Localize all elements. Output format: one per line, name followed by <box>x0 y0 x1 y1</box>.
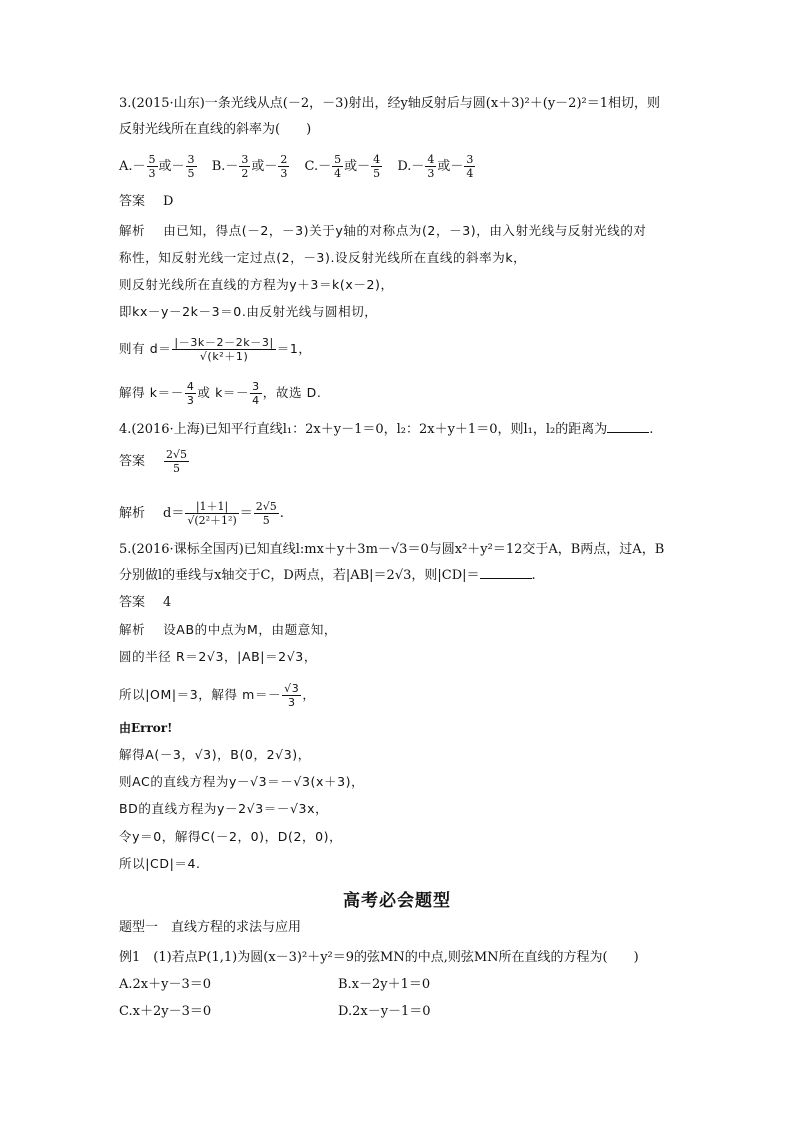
q3-stem-line1: 3.(2015·山东)一条光线从点(－2，－3)射出，经y轴反射后与圆(x＋3)²＋(y－2)²＝1相切，则 <box>119 96 660 111</box>
q5-analysis-line9: 所以|CD|＝4. <box>119 856 201 871</box>
example-1-option-b: B.x－2y＋1＝0 <box>338 977 431 992</box>
example-1-option-c: C.x＋2y－3＝0 <box>119 1004 212 1019</box>
fraction: $\frac{√3}{3}$ <box>284 682 300 709</box>
q5-analysis-line3: 所以|OM|＝3，解得 m＝－ $\frac{√3}{3}$ ， <box>119 682 316 709</box>
q4-answer <box>119 448 190 475</box>
answer-value: D <box>163 194 174 209</box>
fraction: $\frac{3}{4}$ <box>466 153 474 180</box>
q5-analysis-line7: BD的直线方程为y－2√3＝－√3x， <box>119 801 329 816</box>
q3-analysis-line2: 称性，知反射光线一定过点(2，－3).设反射光线所在直线的斜率为k， <box>119 250 527 265</box>
example-1-stem: 例1 (1)若点P(1,1)为圆(x－3)²＋y²＝9的弦MN的中点,则弦MN所在直线的方程为( ) <box>119 950 639 965</box>
fraction: $\frac{2√5}{5}$ <box>166 448 188 475</box>
fraction: $\frac{4}{3}$ <box>186 380 195 407</box>
answer-blank <box>607 420 649 433</box>
q3-analysis-line4: 即kx－y－2k－3＝0.由反射光线与圆相切， <box>119 304 378 319</box>
fraction: $\frac{3}{5}$ <box>187 153 195 180</box>
q5-analysis-line4: 由Error! <box>119 721 173 735</box>
fraction: $\frac{3}{4}$ <box>252 380 260 407</box>
q4-stem-line1: 4.(2016·上海)已知平行直线l₁：2x＋y－1＝0，l₂：2x＋y＋1＝0，则l₁，l₂的距离为 . <box>119 422 654 437</box>
q3-analysis-line3: 则反射光线所在直线的方程为y＋3＝k(x－2)， <box>119 277 394 292</box>
question-type-heading: 题型一 直线方程的求法与应用 <box>119 920 302 935</box>
answer-label: 答案 <box>119 194 146 209</box>
q5-stem-line2: 分别做l的垂线与x轴交于C，D两点，若|AB|＝2√3，则|CD|＝ . <box>119 568 536 583</box>
analysis-label: 解析 <box>119 223 146 238</box>
q3-option-c: C.－ $\frac{5}{4}$ 或－ $\frac{4}{5}$ <box>304 153 381 180</box>
fraction: $\frac{2√5}{5}$ <box>255 500 277 527</box>
q3-stem-line2: 反射光线所在直线的斜率为( ) <box>119 122 312 137</box>
q4-analysis: 解析 d＝ $\frac{|1+1|}{\text{√(2²＋1²)}}$ ＝ $\frac{2√5}{5}$ . <box>119 500 284 527</box>
answer-label: 答案 <box>119 454 146 469</box>
fraction: $\frac{4}{3}$ <box>427 153 435 180</box>
analysis-label: 解析 <box>119 622 146 637</box>
fraction: $\frac{3}{2}$ <box>241 153 249 180</box>
q5-analysis-line5: 解得A(－3，√3)，B(0，2√3)， <box>119 747 311 762</box>
example-1-option-a: A.2x＋y－3＝0 <box>119 977 212 992</box>
example-1-option-d: D.2x－y－1＝0 <box>338 1004 431 1019</box>
answer-label: 答案 <box>119 595 146 610</box>
q3-analysis-line6: 解得 k＝－ $\frac{4}{3}$ 或 k＝－ $\frac{3}{4}$ ，故选 D. <box>119 380 322 407</box>
q5-analysis-line6: 则AC的直线方程为y－√3＝－√3(x＋3)， <box>119 774 365 789</box>
q3-options <box>119 153 476 180</box>
q5-analysis-line1: 解析 设AB的中点为M，由题意知， <box>119 622 338 637</box>
answer-blank <box>480 566 532 579</box>
analysis-label: 解析 <box>119 506 146 521</box>
q3-analysis-line5: 则有 d＝ $\frac{|-3k-2-2k-3|}{\text{√(k²＋1)}}$ ＝1， <box>119 336 312 363</box>
fraction: $\frac{5}{4}$ <box>334 153 342 180</box>
q5-stem-line1: 5.(2016·课标全国丙)已知直线l:mx＋y＋3m－√3＝0与圆x²＋y²＝12交于A，B两点，过A，B <box>119 542 665 557</box>
q3-analysis-line1: 解析 由已知，得点(－2，－3)关于y轴的对称点为(2，－3)，由入射光线与反射光线的对 <box>119 223 647 238</box>
q3-answer <box>119 193 173 211</box>
fraction: $\frac{|-3k-2-2k-3|}{\text{√(k²＋1)}}$ <box>174 336 274 363</box>
fraction: $\frac{2}{3}$ <box>280 153 288 180</box>
q5-answer <box>119 594 171 612</box>
q3-option-b: B.－ $\frac{3}{2}$ 或－ $\frac{2}{3}$ <box>211 153 288 180</box>
fraction: $\frac{5}{3}$ <box>148 153 156 180</box>
q3-option-d: D.－ $\frac{4}{3}$ 或－ $\frac{3}{4}$ <box>397 153 474 180</box>
fraction: $\frac{|1+1|}{\text{√(2²＋1²)}}$ <box>187 500 237 527</box>
fraction: $\frac{4}{5}$ <box>373 153 381 180</box>
answer-value: 4 <box>163 595 172 610</box>
q5-analysis-line2: 圆的半径 R＝2√3，|AB|＝2√3， <box>119 649 317 664</box>
q3-option-a: A.－ $\frac{5}{3}$ 或－ $\frac{3}{5}$ <box>119 153 195 180</box>
section-title: 高考必会题型 <box>343 891 451 911</box>
q5-analysis-line8: 令y＝0，解得C(－2，0)，D(2，0)， <box>119 829 343 844</box>
